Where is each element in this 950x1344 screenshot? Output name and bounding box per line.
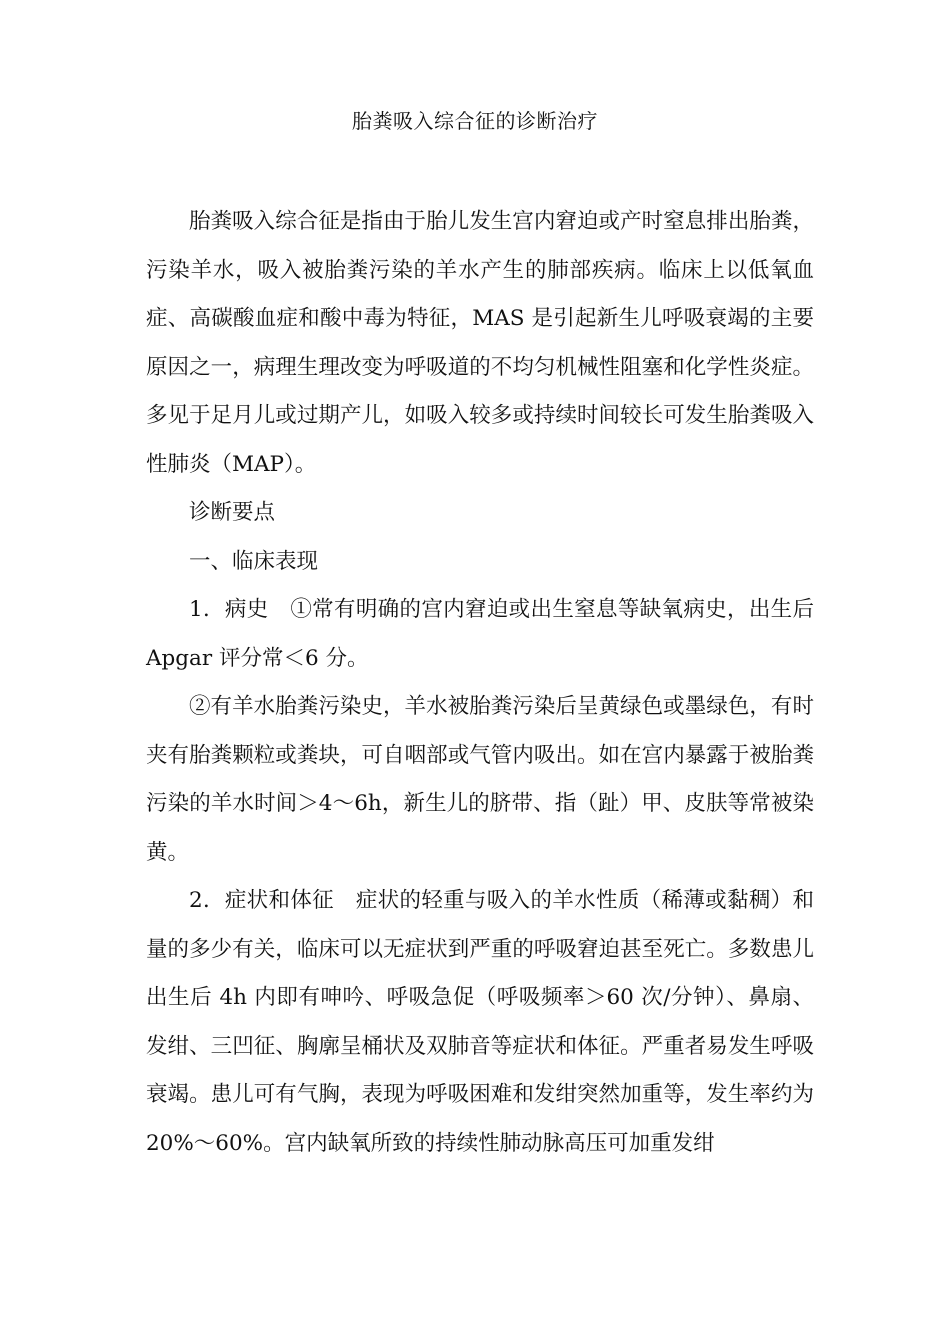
paragraph-history: 1．病史 ①常有明确的宫内窘迫或出生窒息等缺氧病史，出生后 Apgar 评分常＜6 分。 (146, 597, 814, 671)
paragraph-meconium-history: ②有羊水胎粪污染史，羊水被胎粪污染后呈黄绿色或墨绿色，有时夹有胎粪颗粒或粪块，可自咽部或气管内吸出。如在宫内暴露于被胎粪污染的羊水时间＞4～6h，新生儿的脐带、指（趾）甲、皮肤等常被染黄。 (146, 694, 814, 865)
document-body (146, 198, 814, 1168)
heading-clinical-manifestation: 一、临床表现 (189, 548, 319, 574)
paragraph-symptoms-signs: 2．症状和体征 症状的轻重与吸入的羊水性质（稀薄或黏稠）和量的多少有关，临床可以无症状到严重的呼吸窘迫甚至死亡。多数患儿出生后 4h 内即有呻吟、呼吸急促（呼吸频率＞60 次/分钟）、鼻扇、发绀、三凹征、胸廓呈桶状及双肺音等症状和体征。严重者易发生呼吸衰竭。患儿可有气胸，表现为呼吸困难和发绀突然加重等，发生率约为 20%～60%。宫内缺氧所致的持续性肺动脉高压可加重发绀 (146, 888, 814, 1156)
document-title: 胎粪吸入综合征的诊断治疗 (352, 109, 598, 133)
paragraph-definition: 胎粪吸入综合征是指由于胎儿发生宫内窘迫或产时窒息排出胎粪，污染羊水，吸入被胎粪污染的羊水产生的肺部疾病。临床上以低氧血症、高碳酸血症和酸中毒为特征，MAS 是引起新生儿呼吸衰竭的主要原因之一，病理生理改变为呼吸道的不均匀机械性阻塞和化学性炎症。多见于足月儿或过期产儿，如吸入较多或持续时间较长可发生胎粪吸入性肺炎（MAP）。 (146, 209, 814, 477)
heading-diagnosis-points: 诊断要点 (189, 500, 276, 525)
